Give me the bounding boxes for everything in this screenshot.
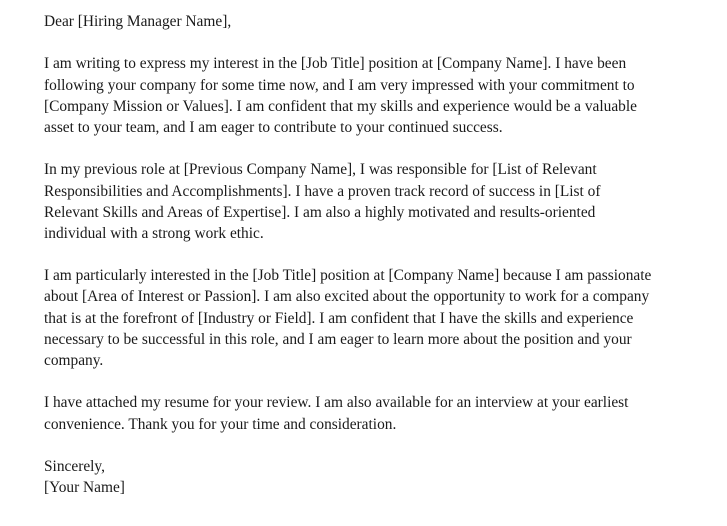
text-line: I am particularly interested in the [Job Title] position at [Company Name] because I am passionate [44,267,652,285]
paragraph-interest [44,265,651,371]
closing: Sincerely, [44,457,105,475]
text-line: I am writing to express my interest in the [Job Title] position at [Company Name]. I have been [44,55,627,73]
text-line: following your company for some time now, and I am very impressed with your commitment to [44,76,635,94]
text-line: about [Area of Interest or Passion]. I am also excited about the opportunity to work for a company [44,288,650,306]
text-line: necessary to be successful in this role, and I am eager to learn more about the position and your [44,330,632,348]
text-line: individual with a strong work ethic. [44,224,264,242]
paragraph-spacer [44,371,651,392]
paragraph-spacer [44,435,651,456]
salutation: Dear [Hiring Manager Name], [44,13,232,30]
signature: [Your Name] [44,479,125,497]
paragraph-spacer [44,244,651,265]
text-line: Relevant Skills and Areas of Expertise]. I am also a highly motivated and results-oriented [44,203,596,221]
cover-letter-document [44,11,651,498]
text-line: company. [44,352,104,369]
text-line: In my previous role at [Previous Company Name], I was responsible for [List of Relevant [44,161,597,179]
text-line: that is at the forefront of [Industry or Field]. I am confident that I have the skills and experience [44,309,634,327]
text-line: I have attached my resume for your review. I am also available for an interview at your earliest [44,394,629,412]
paragraph-closing [44,392,651,434]
text-line: asset to your team, and I am eager to contribute to your continued success. [44,118,503,136]
paragraph-introduction [44,53,651,138]
text-line: convenience. Thank you for your time and consideration. [44,415,397,433]
text-line: Responsibilities and Accomplishments]. I have a proven track record of success in [List of [44,182,601,200]
paragraph-spacer [44,138,651,159]
paragraph-spacer [44,32,651,53]
text-line: [Company Mission or Values]. I am confident that my skills and experience would be a valuable [44,97,637,115]
paragraph-experience [44,159,651,244]
